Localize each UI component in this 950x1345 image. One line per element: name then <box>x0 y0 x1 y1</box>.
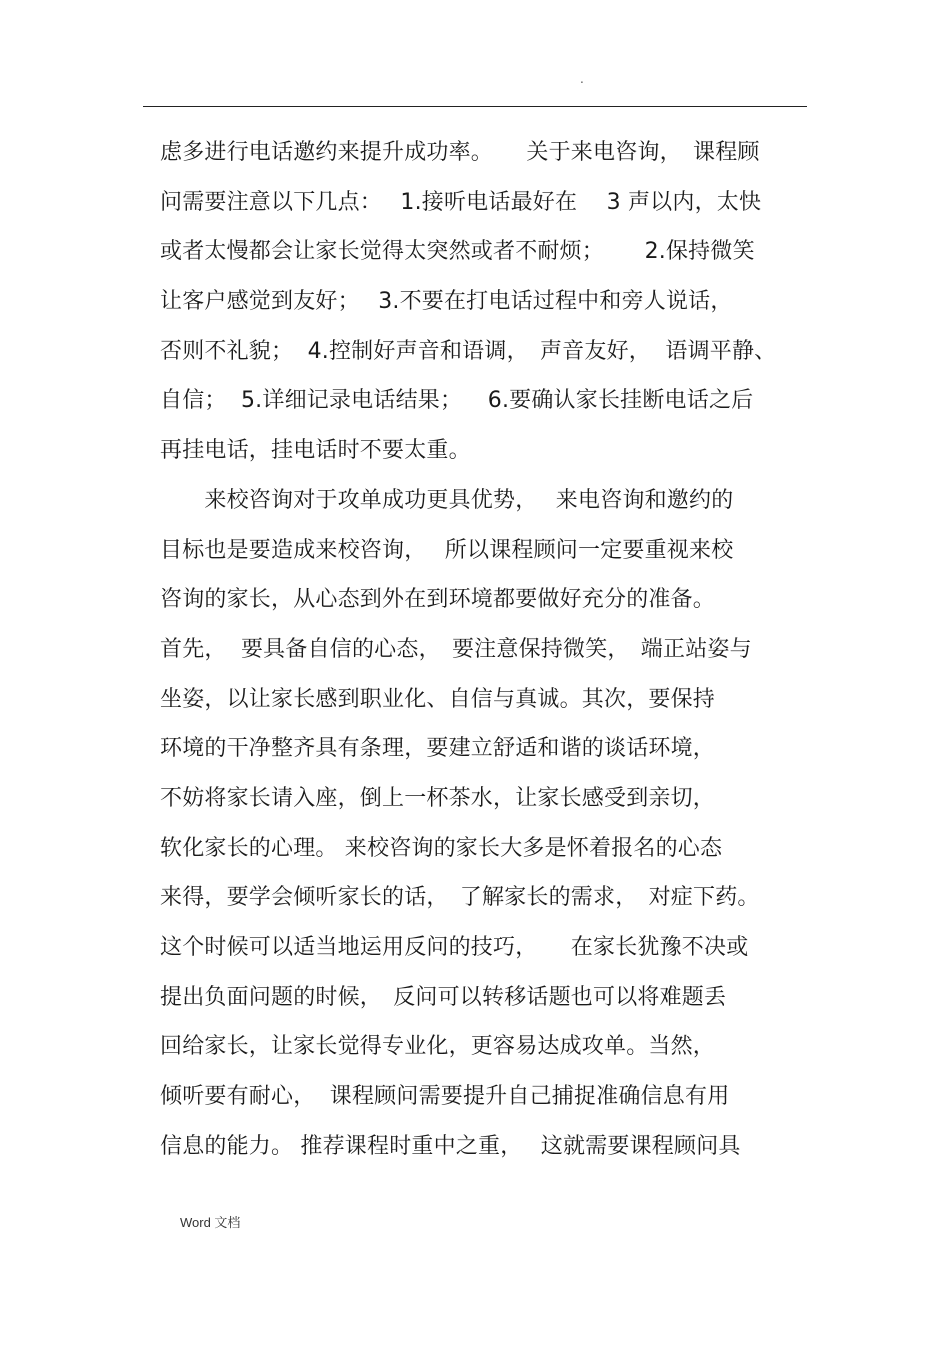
text-line: 咨询的家长，从心态到外在到环境都要做好充分的准备。 <box>160 587 716 613</box>
text-line: 软化家长的心理。 来校咨询的家长大多是怀着报名的心态 <box>160 835 723 861</box>
text-line: 回给家长，让家长觉得专业化，更容易达成攻单。当然， <box>160 1034 716 1060</box>
text-line: 环境的干净整齐具有条理，要建立舒适和谐的谈话环境， <box>160 736 716 762</box>
header-mark: . <box>580 72 584 86</box>
text-line: 信息的能力。 推荐课程时重中之重， 这就需要课程顾问具 <box>160 1133 741 1159</box>
text-line: 提出负面问题的时候， 反问可以转移话题也可以将难题丢 <box>160 984 727 1010</box>
footer-label: Word 文档 <box>180 1215 241 1230</box>
text-line: 坐姿，以让家长感到职业化、自信与真诚。其次，要保持 <box>160 686 716 712</box>
document-body <box>160 128 800 1171</box>
text-line: 问需要注意以下几点： 1.接听电话最好在 3 声以内，太快 <box>160 189 762 215</box>
text-line: 这个时候可以适当地运用反问的技巧， 在家长犹豫不决或 <box>160 935 749 960</box>
text-line: 或者太慢都会让家长觉得太突然或者不耐烦； 2.保持微笑 <box>160 239 755 265</box>
header-divider <box>143 106 807 107</box>
text-line: 倾听要有耐心， 课程顾问需要提升自己捕捉准确信息有用 <box>160 1084 730 1110</box>
text-line: 来校咨询对于攻单成功更具优势， 来电咨询和邀约的 <box>160 487 734 513</box>
text-line: 让客户感觉到友好； 3.不要在打电话过程中和旁人说话， <box>160 289 733 315</box>
text-line: 再挂电话，挂电话时不要太重。 <box>160 438 471 464</box>
text-line: 自信； 5.详细记录电话结果； 6.要确认家长挂断电话之后 <box>160 388 754 414</box>
text-line: 不妨将家长请入座，倒上一杯茶水，让家长感受到亲切， <box>160 785 716 811</box>
text-line: 目标也是要造成来校咨询， 所以课程顾问一定要重视来校 <box>160 537 734 563</box>
text-line: 来得，要学会倾听家长的话， 了解家长的需求， 对症下药。 <box>160 885 760 911</box>
text-line: 虑多进行电话邀约来提升成功率。 关于来电咨询， 课程顾 <box>160 140 760 165</box>
text-line: 首先， 要具备自信的心态， 要注意保持微笑， 端正站姿与 <box>160 636 752 662</box>
text-line: 否则不礼貌； 4.控制好声音和语调， 声音友好， 语调平静、 <box>160 338 777 364</box>
